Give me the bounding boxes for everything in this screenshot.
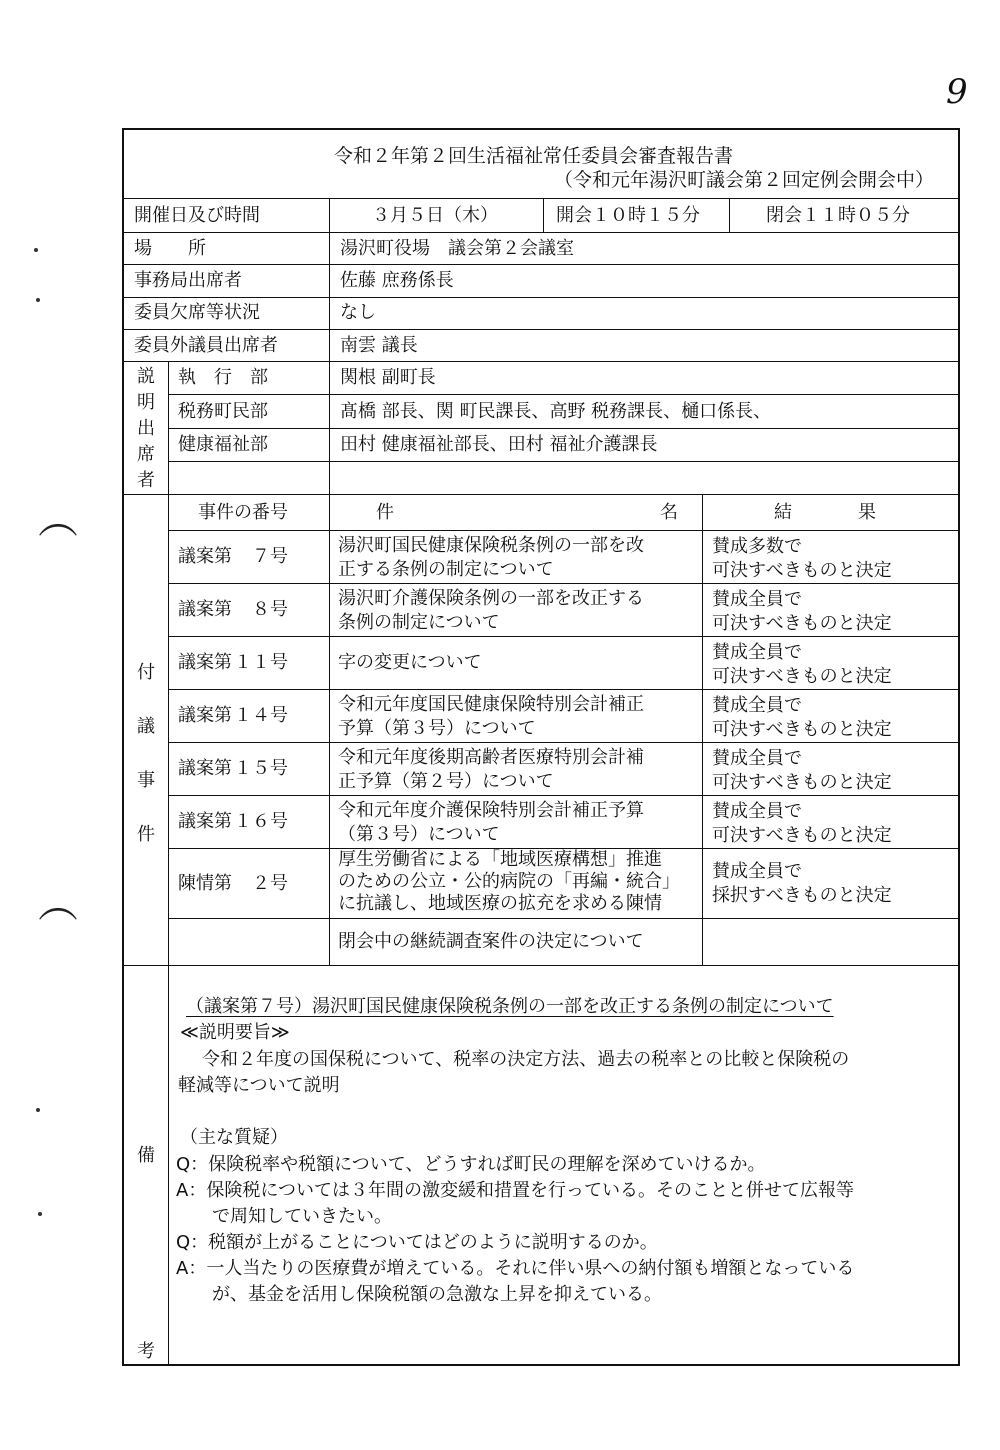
matter-number: 議案第 １６号: [178, 811, 288, 832]
explainer-names: 髙橋 部長、関 町民課長、高野 税務課長、樋口係長、: [340, 401, 772, 422]
binder-hole-mark-top: ︵: [38, 497, 78, 543]
matters-header-result: 果: [858, 502, 876, 523]
matter-subject: 令和元年度後期高齢者医療特別会計補 正予算（第２号）について: [338, 747, 644, 792]
remarks-heading: （議案第７号）湯沢町国民健康保険税条例の一部を改正する条例の制定について: [186, 996, 834, 1017]
matter-number: 議案第 １１号: [178, 652, 288, 673]
matters-header-number: 事件の番号: [198, 502, 288, 523]
scan-speck: [36, 1108, 40, 1112]
rule: [122, 198, 960, 199]
explainers-label: 説 明 出 席 者: [137, 366, 155, 491]
matter-result: 賛成全員で 可決すべきものと決定: [712, 695, 892, 740]
matter-subject: 閉会中の継続調査案件の決定について: [338, 931, 644, 952]
rule: [702, 494, 703, 965]
report-title: 令和２年第２回生活福祉常任委員会審査報告書: [334, 145, 734, 167]
matter-number: 議案第 ８号: [178, 599, 288, 620]
explainer-names: 関根 副町長: [340, 367, 436, 388]
rule: [168, 530, 960, 531]
rule: [122, 297, 960, 298]
rule: [168, 394, 960, 395]
matter-result: 賛成全員で 採択すべきものと決定: [712, 861, 892, 906]
matters-label: 付 議 事 件: [137, 662, 155, 845]
others-value: 南雲 議長: [340, 335, 418, 356]
rule: [122, 965, 960, 966]
secretariat-label: 事務局出席者: [134, 270, 242, 291]
matter-result: 賛成全員で 可決すべきものと決定: [712, 748, 892, 793]
place-label: 場 所: [134, 238, 206, 259]
matter-result: 賛成全員で 可決すべきものと決定: [712, 642, 892, 687]
rule: [168, 461, 960, 462]
matter-subject: 湯沢町介護保険条例の一部を改正する 条例の制定について: [338, 588, 644, 633]
matter-result: 賛成多数で 可決すべきものと決定: [712, 536, 892, 581]
secretariat-value: 佐藤 庶務係長: [340, 270, 454, 291]
scan-speck: [38, 1212, 42, 1216]
matter-subject: 厚生労働省による「地域医療構想」推進 のための公立・公的病院の「再編・統合」 に抗議し、地域医療の拡充を求める陳情: [338, 849, 680, 914]
matter-result: 賛成全員で 可決すべきものと決定: [712, 589, 892, 634]
rule: [168, 361, 169, 1366]
rule: [122, 329, 960, 330]
matter-result: 賛成全員で 可決すべきものと決定: [712, 801, 892, 846]
rule: [122, 264, 960, 265]
explainer-names: 田村 健康福祉部長、田村 福祉介護課長: [340, 434, 658, 455]
qa-item: Q：保険税率や税額について、どうすれば町民の理解を深めていけるか。: [176, 1154, 766, 1175]
qa-item: Q：税額が上がることについてはどのように説明するのか。: [176, 1232, 658, 1253]
explainer-dept: 執 行 部: [178, 367, 268, 388]
scan-speck: [34, 248, 38, 252]
rule: [122, 494, 960, 495]
remarks-summary-title: ≪説明要旨≫: [180, 1022, 290, 1043]
page-number: 9: [946, 72, 968, 112]
explainer-dept: 健康福祉部: [178, 434, 268, 455]
absent-value: なし: [340, 302, 376, 323]
meeting-open-time: 開会１０時１５分: [556, 205, 700, 226]
remarks-label: 備 考: [137, 1145, 155, 1362]
matter-subject: 令和元年度国民健康保険特別会計補正 予算（第３号）について: [338, 694, 644, 739]
qa-item: A：一人当たりの医療費が増えている。それに伴い県への納付額も増額となっている が、基金を活用し保険税額の急激な上昇を抑えている。: [176, 1258, 855, 1305]
matter-subject: 湯沢町国民健康保険税条例の一部を改 正する条例の制定について: [338, 535, 644, 580]
binder-hole-mark-bottom: ︵: [38, 881, 78, 927]
matter-subject: 令和元年度介護保険特別会計補正予算 （第３号）について: [338, 800, 644, 845]
matter-number: 陳情第 ２号: [178, 873, 288, 894]
report-subtitle: （令和元年湯沢町議会第２回定例会開会中）: [554, 169, 935, 191]
explainer-dept: 税務町民部: [178, 401, 268, 422]
rule: [122, 232, 960, 233]
rule: [329, 198, 330, 965]
rule: [168, 918, 960, 919]
matters-header-result: 結: [774, 502, 792, 523]
rule: [168, 583, 960, 584]
qa-tag: A：: [176, 1258, 207, 1279]
qa-tag: Q：: [176, 1232, 209, 1253]
others-label: 委員外議員出席者: [134, 335, 278, 356]
matters-header-subject: 名: [660, 502, 678, 523]
absent-label: 委員欠席等状況: [134, 302, 260, 323]
matter-subject: 字の変更について: [338, 652, 482, 673]
rule: [729, 198, 730, 232]
matters-header-subject: 件: [376, 502, 394, 523]
rule: [122, 361, 960, 362]
place-value: 湯沢町役場 議会第２会議室: [340, 238, 574, 259]
rule: [543, 198, 544, 232]
rule: [168, 636, 960, 637]
remarks-qa-title: （主な質疑）: [180, 1127, 288, 1148]
scan-speck: [36, 298, 40, 302]
meeting-date: ３月５日（木）: [372, 205, 498, 226]
qa-tag: A：: [176, 1180, 207, 1201]
matter-number: 議案第 １５号: [178, 758, 288, 779]
meeting-close-time: 閉会１１時０５分: [766, 205, 910, 226]
meeting-date-label: 開催日及び時間: [134, 205, 260, 226]
qa-item: A：保険税については３年間の激変緩和措置を行っている。そのことと併せて広報等 で周知していきたい。: [176, 1180, 854, 1227]
matter-number: 議案第 １４号: [178, 705, 288, 726]
remarks-summary: 令和２年度の国保税について、税率の決定方法、過去の税率との比較と保険税の 軽減等について説明: [178, 1049, 850, 1096]
rule: [168, 742, 960, 743]
matter-number: 議案第 ７号: [178, 546, 288, 567]
rule: [168, 795, 960, 796]
qa-tag: Q：: [176, 1154, 209, 1175]
rule: [168, 689, 960, 690]
rule: [168, 428, 960, 429]
